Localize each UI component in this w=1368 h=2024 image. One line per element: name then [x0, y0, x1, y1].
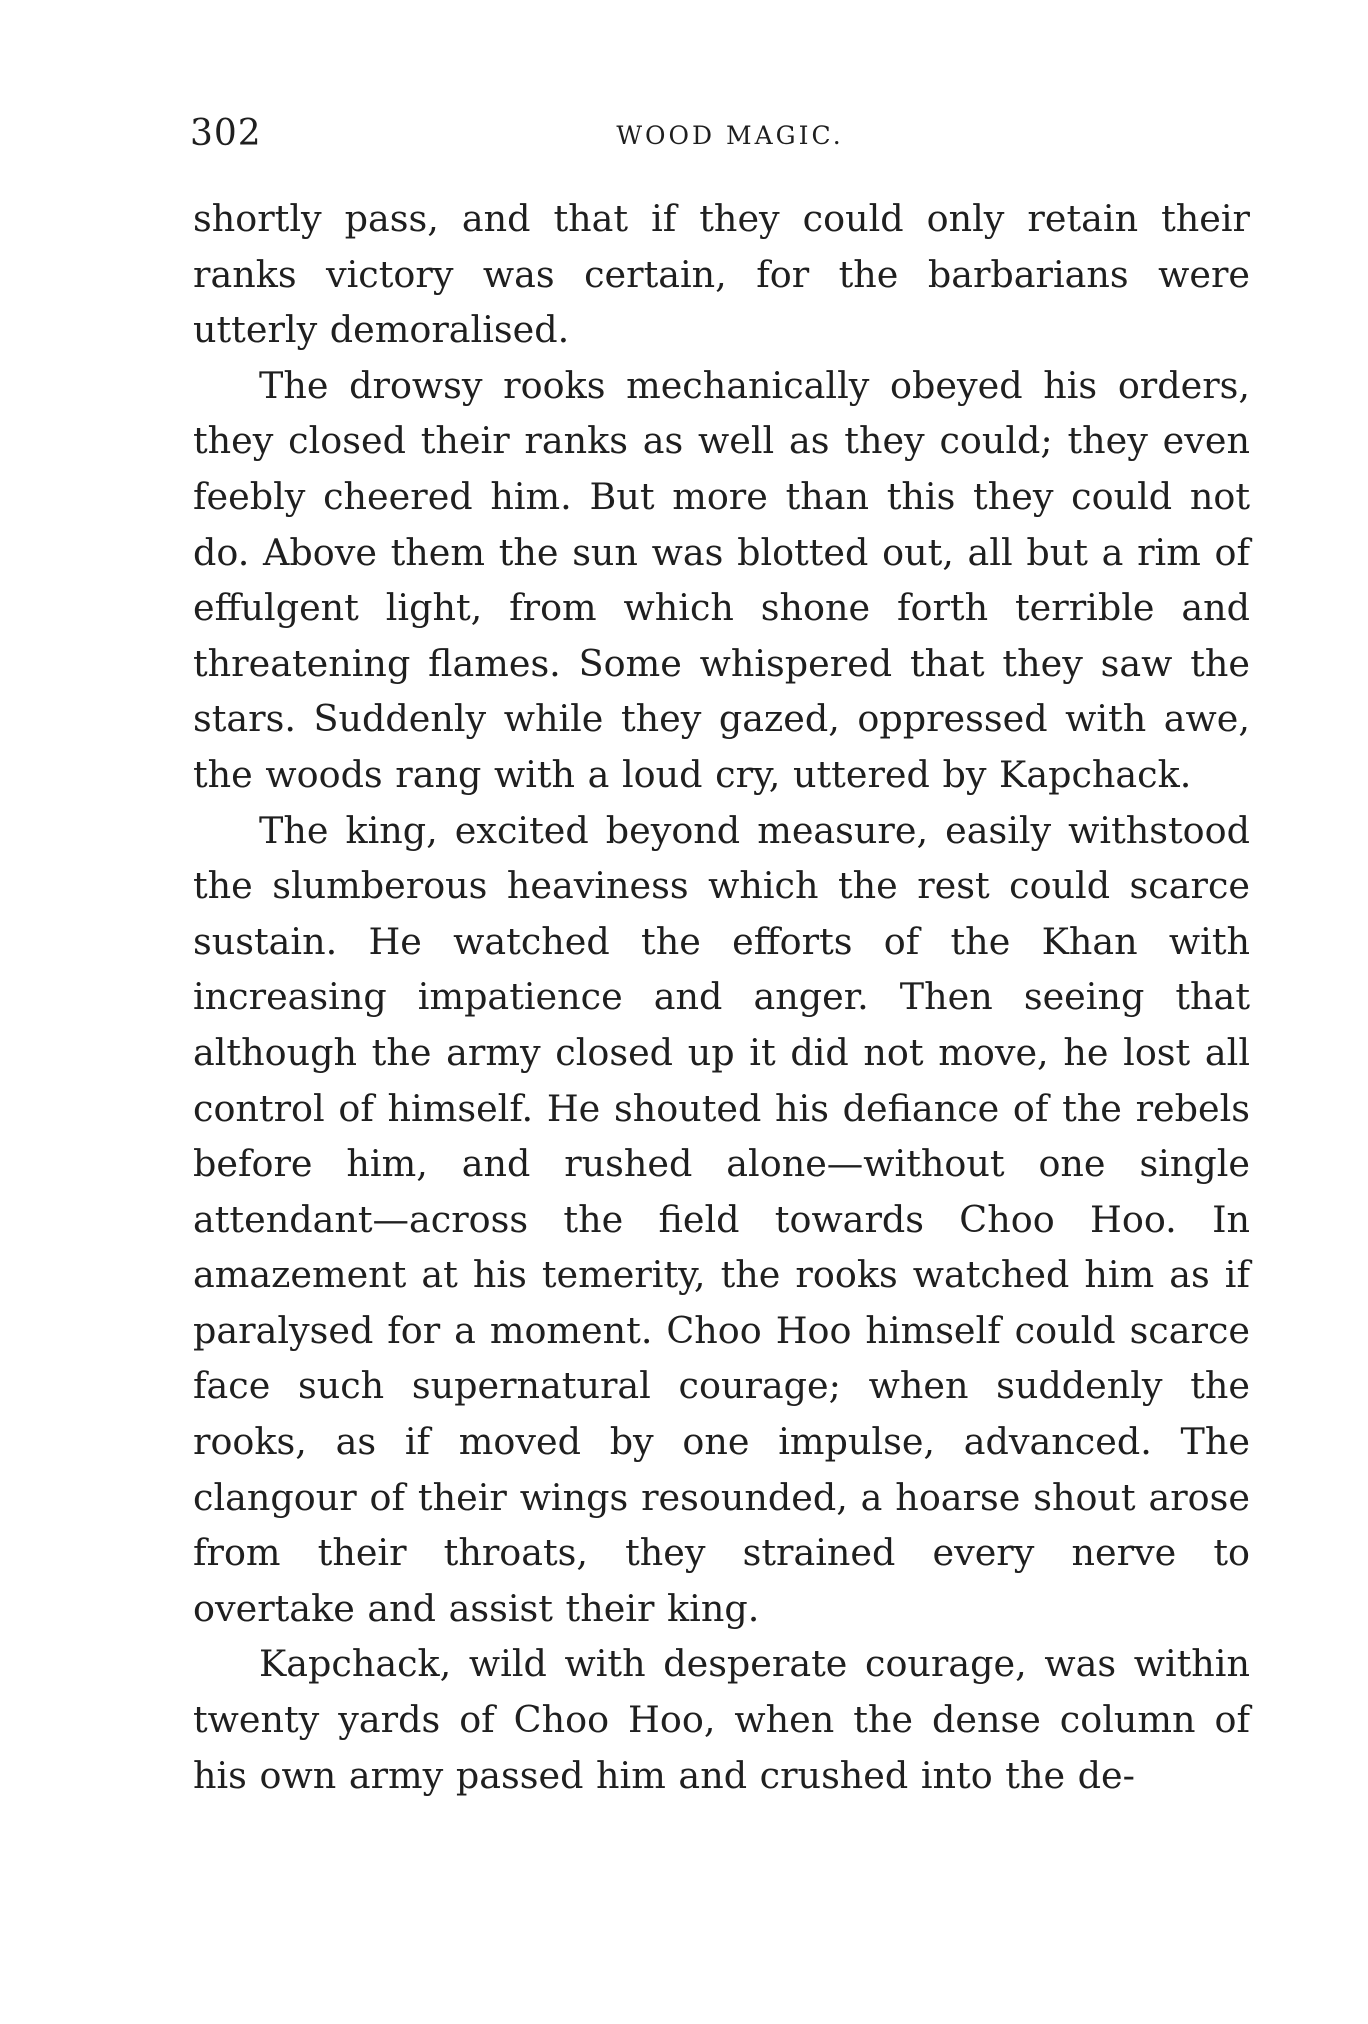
running-title: WOOD MAGIC. — [616, 121, 844, 150]
paragraph: The king, excited beyond measure, easily withstood the slumberous heaviness which the rest could scarce sustain. He watched the efforts of the Khan with increasing impatience and anger. Then seeing that although the army closed up it did not move, he lost all control of himself. He shouted his defiance of the rebels before him, and rushed alone—without one single attendant—across the field towards Choo Hoo. In amazement at his temerity, the rooks watched him as if paralysed for a moment. Choo Hoo himself could scarce face such supernatural courage; when suddenly the rooks, as if moved by one impulse, advanced. The clangour of their wings resounded, a hoarse shout arose from their throats, they strained every nerve to overtake and assist their king. — [193, 808, 1250, 1630]
paragraph: Kapchack, wild with desperate courage, was within twenty yards of Choo Hoo, when the dense column of his own army passed him and crushed into the de- — [193, 1642, 1250, 1797]
page-number: 302 — [190, 113, 262, 154]
paragraph: The drowsy rooks mechanically obeyed his orders, they closed their ranks as well as they could; they even feebly cheered him. But more than this they could not do. Above them the sun was blotted out, all but a rim of effulgent light, from which shone forth terrible and threatening flames. Some whispered that they saw the stars. Suddenly while they gazed, oppressed with awe, the woods rang with a loud cry, uttered by Kapchack. — [193, 363, 1250, 796]
paragraph-continued: shortly pass, and that if they could only retain their ranks victory was certain, for the barbarians were utterly demoralised. — [193, 197, 1250, 352]
body-text — [193, 191, 1250, 1803]
running-head — [190, 112, 1240, 156]
